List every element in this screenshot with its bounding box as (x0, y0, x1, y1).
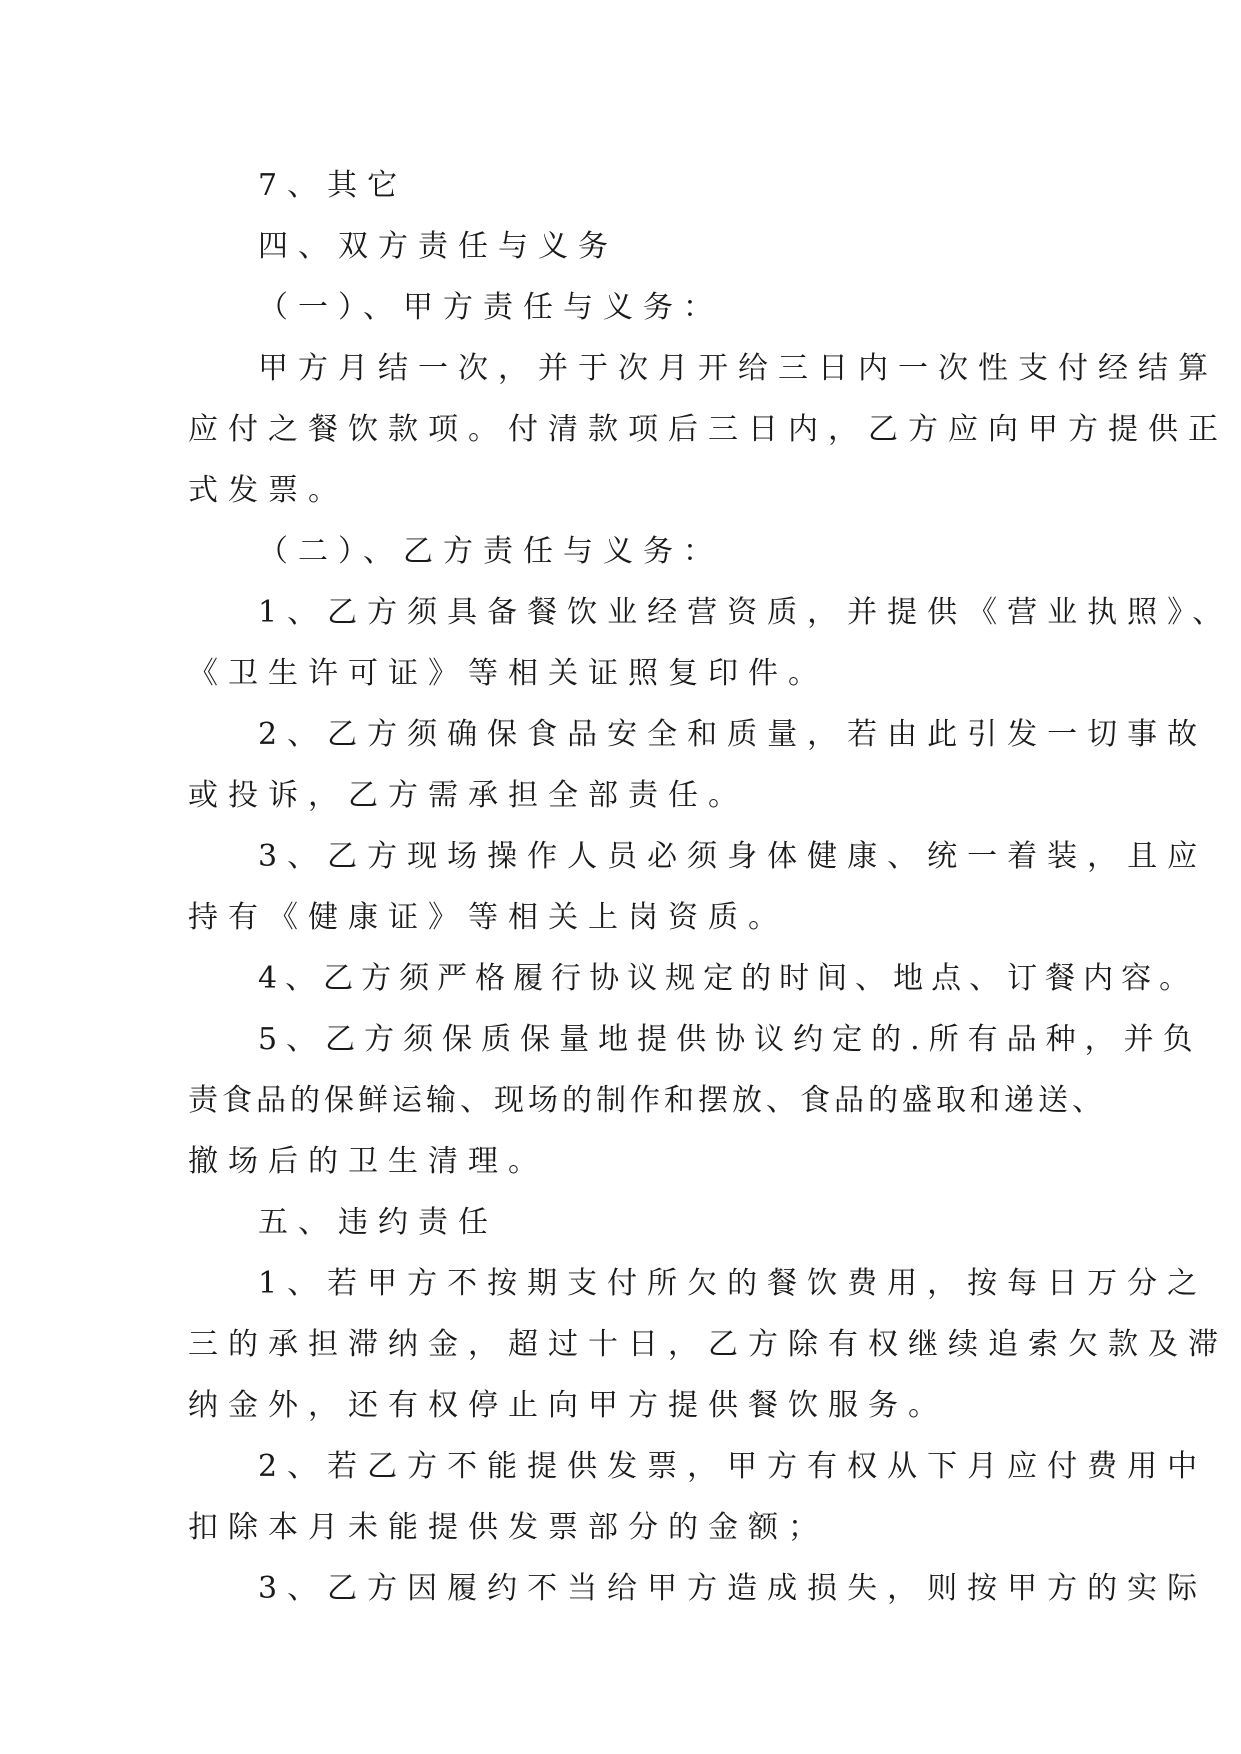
paragraph-line: 2、若乙方不能提供发票，甲方有权从下月应付费用中 (258, 1449, 1208, 1484)
paragraph-line: 甲方月结一次，并于次月开给三日内一次性支付经结算 (258, 351, 1218, 386)
section-heading: 四、双方责任与义务 (258, 229, 618, 264)
section-heading: 五、违约责任 (258, 1205, 498, 1240)
paragraph-line: 5、乙方须保质保量地提供协议约定的.所有品种，并负 (258, 1022, 1202, 1057)
paragraph-line: 《卫生许可证》等相关证照复印件。 (188, 656, 828, 691)
subsection-heading: （一）、甲方责任与义务： (258, 290, 723, 325)
paragraph-line: 三的承担滞纳金，超过十日，乙方除有权继续追索欠款及滞 (188, 1327, 1228, 1362)
paragraph-line: 1、若甲方不按期支付所欠的餐饮费用，按每日万分之 (258, 1266, 1208, 1301)
paragraph-line: 或投诉，乙方需承担全部责任。 (188, 778, 748, 813)
paragraph-line: 1、乙方须具备餐饮业经营资质，并提供《营业执照》、 (258, 595, 1233, 630)
paragraph-line: 持有《健康证》等相关上岗资质。 (188, 900, 788, 935)
paragraph-line: 4、乙方须严格履行协议规定的时间、地点、订餐内容。 (258, 961, 1198, 996)
paragraph-line: 应付之餐饮款项。付清款项后三日内，乙方应向甲方提供正 (188, 412, 1228, 447)
paragraph-line: 式发票。 (188, 473, 348, 508)
paragraph-line: 纳金外，还有权停止向甲方提供餐饮服务。 (188, 1388, 948, 1423)
paragraph-line: 3、乙方现场操作人员必须身体健康、统一着装，且应 (258, 839, 1208, 874)
clause-heading: 7、其它 (258, 168, 408, 203)
subsection-heading: （二）、乙方责任与义务： (258, 534, 723, 569)
paragraph-line: 撤场后的卫生清理。 (188, 1144, 548, 1179)
paragraph-line: 3、乙方因履约不当给甲方造成损失，则按甲方的实际 (258, 1571, 1208, 1606)
paragraph-line: 责食品的保鲜运输、现场的制作和摆放、食品的盛取和递送、 (188, 1083, 1106, 1118)
paragraph-line: 2、乙方须确保食品安全和质量，若由此引发一切事故 (258, 717, 1208, 752)
paragraph-line: 扣除本月未能提供发票部分的金额； (188, 1510, 828, 1545)
